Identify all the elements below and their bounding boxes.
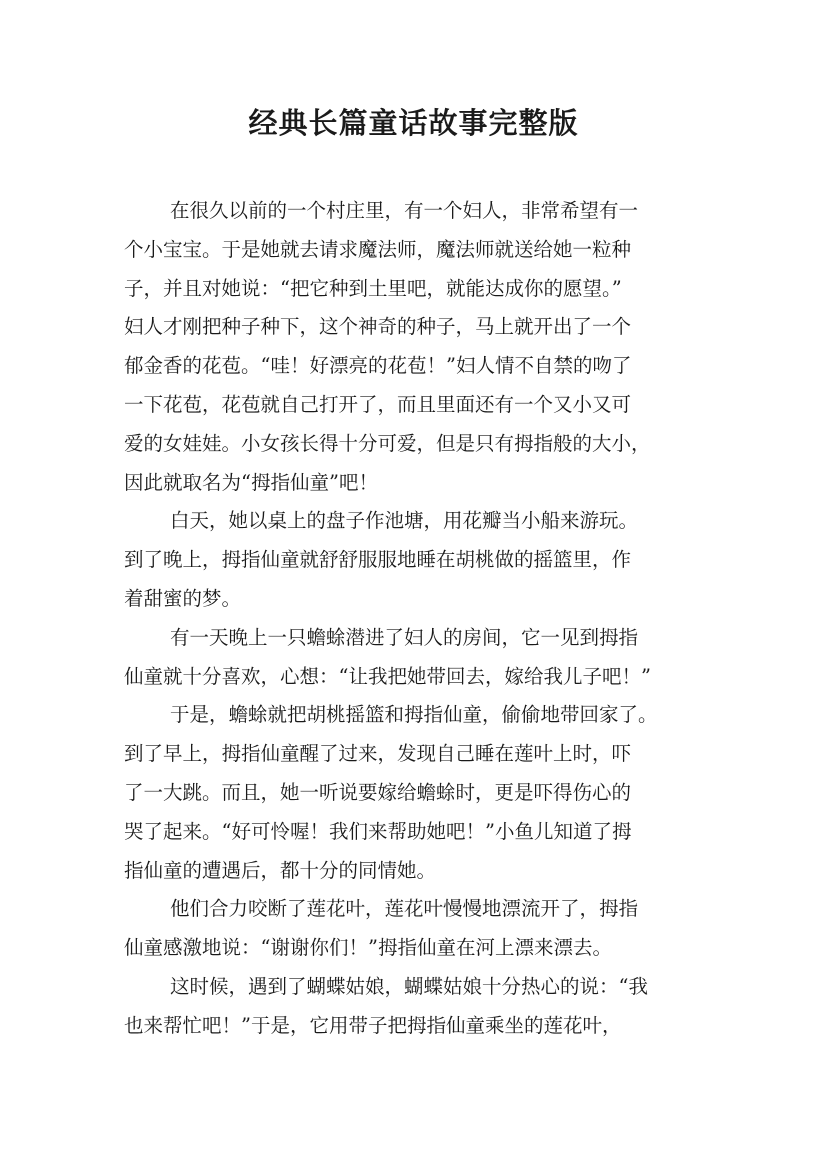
story-line: 到了晚上，拇指仙童就舒舒服服地睡在胡桃做的摇篮里，作 <box>124 548 632 572</box>
story-line: 仙童感激地说：“谢谢你们！”拇指仙童在河上漂来漂去。 <box>124 936 612 960</box>
story-line: 在很久以前的一个村庄里，有一个妇人，非常希望有一 <box>170 199 639 222</box>
story-line: 子，并且对她说：“把它种到土里吧，就能达成你的愿望。” <box>124 276 622 300</box>
story-line: 他们合力咬断了莲花叶，莲花叶慢慢地漂流开了，拇指 <box>170 897 639 921</box>
story-line: 白天，她以桌上的盘子作池塘，用花瓣当小船来游玩。 <box>170 509 639 533</box>
story-line: 一下花苞，花苞就自己打开了，而且里面还有一个又小又可 <box>124 392 632 416</box>
story-line: 郁金香的花苞。“哇！好漂亮的花苞！”妇人情不自禁的吻了 <box>124 354 632 378</box>
story-line: 到了早上，拇指仙童醒了过来，发现自己睡在莲叶上时，吓 <box>124 742 632 766</box>
story-body <box>124 192 714 1046</box>
story-line: 有一天晚上一只蟾蜍潜进了妇人的房间，它一见到拇指 <box>170 625 639 649</box>
story-line: 个小宝宝。于是她就去请求魔法师，魔法师就送给她一粒种 <box>124 237 632 261</box>
story-line: 爱的女娃娃。小女孩长得十分可爱，但是只有拇指般的大小， <box>124 431 651 455</box>
story-line: 仙童就十分喜欢，心想：“让我把她带回去，嫁给我儿子吧！” <box>124 664 651 688</box>
story-line: 哭了起来。“好可怜喔！我们来帮助她吧！”小鱼儿知道了拇 <box>124 819 632 843</box>
story-line: 指仙童的遭遇后，都十分的同情她。 <box>124 858 437 882</box>
story-line: 妇人才刚把种子种下，这个神奇的种子，马上就开出了一个 <box>124 315 632 339</box>
document-title: 经典长篇童话故事完整版 <box>248 106 579 140</box>
story-line: 这时候，遇到了蝴蝶姑娘，蝴蝶姑娘十分热心的说：“我 <box>170 974 648 998</box>
story-line: 于是，蟾蜍就把胡桃摇篮和拇指仙童，偷偷地带回家了。 <box>170 703 658 727</box>
story-line: 了一大跳。而且，她一听说要嫁给蟾蜍时，更是吓得伤心的 <box>124 780 632 804</box>
story-line: 因此就取名为“拇指仙童”吧！ <box>124 470 378 494</box>
story-line: 也来帮忙吧！”于是，它用带子把拇指仙童乘坐的莲花叶， <box>124 1013 622 1037</box>
story-line: 着甜蜜的梦。 <box>124 586 242 610</box>
